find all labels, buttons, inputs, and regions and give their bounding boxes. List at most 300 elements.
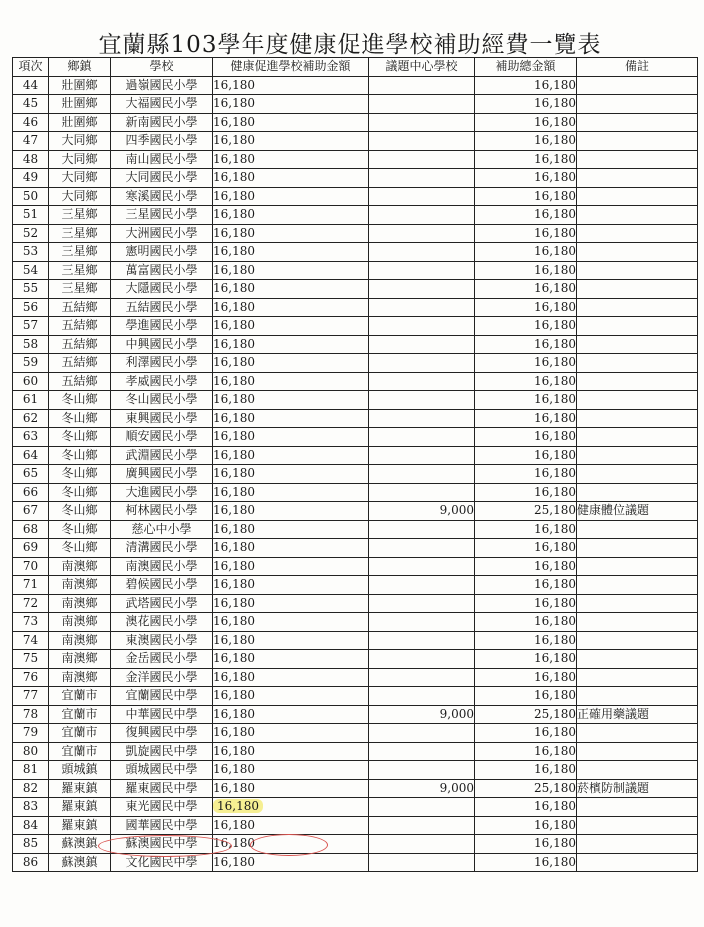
amount-value: 16,180 [213, 651, 255, 666]
row-number: 59 [13, 354, 49, 373]
school-name: 文化國民中學 [111, 853, 213, 872]
row-number: 61 [13, 391, 49, 410]
row-number: 54 [13, 261, 49, 280]
school-name: 大隱國民小學 [111, 280, 213, 299]
township: 冬山鄉 [49, 465, 111, 484]
amount-value: 16,180 [213, 799, 263, 813]
remark [577, 446, 698, 465]
total-amount: 16,180 [475, 206, 577, 225]
center-school-amount [369, 187, 475, 206]
school-name: 武淵國民小學 [111, 446, 213, 465]
table-row [13, 742, 698, 761]
school-name: 南澳國民小學 [111, 557, 213, 576]
amount-value: 16,180 [213, 373, 255, 388]
center-school-amount [369, 169, 475, 188]
center-school-amount [369, 317, 475, 336]
township: 壯圍鄉 [49, 95, 111, 114]
table-row [13, 113, 698, 132]
header-cell: 項次 [13, 58, 49, 77]
remark [577, 576, 698, 595]
header-cell: 學校 [111, 58, 213, 77]
remark [577, 631, 698, 650]
township: 三星鄉 [49, 280, 111, 299]
amount-value: 16,180 [213, 151, 255, 166]
amount-value: 16,180 [213, 336, 255, 351]
amount-value: 16,180 [213, 318, 255, 333]
promotion-amount [213, 761, 369, 780]
row-number: 71 [13, 576, 49, 595]
township: 三星鄉 [49, 224, 111, 243]
promotion-amount [213, 594, 369, 613]
township: 冬山鄉 [49, 483, 111, 502]
school-name: 寒溪國民小學 [111, 187, 213, 206]
school-name: 柯林國民小學 [111, 502, 213, 521]
table-row [13, 354, 698, 373]
promotion-amount [213, 557, 369, 576]
amount-value: 16,180 [213, 688, 255, 703]
table-row [13, 372, 698, 391]
amount-value: 16,180 [213, 577, 255, 592]
table-row [13, 132, 698, 151]
header-cell: 健康促進學校補助金額 [213, 58, 369, 77]
remark [577, 520, 698, 539]
total-amount: 16,180 [475, 113, 577, 132]
center-school-amount [369, 687, 475, 706]
amount-value: 16,180 [213, 780, 255, 795]
total-amount: 16,180 [475, 761, 577, 780]
promotion-amount [213, 631, 369, 650]
promotion-amount [213, 224, 369, 243]
promotion-amount [213, 576, 369, 595]
school-name: 過嶺國民小學 [111, 76, 213, 95]
center-school-amount [369, 724, 475, 743]
amount-value: 16,180 [213, 410, 255, 425]
school-name: 萬富國民小學 [111, 261, 213, 280]
school-name: 羅東國民中學 [111, 779, 213, 798]
amount-value: 16,180 [213, 762, 255, 777]
center-school-amount: 9,000 [369, 502, 475, 521]
row-number: 70 [13, 557, 49, 576]
row-number: 65 [13, 465, 49, 484]
total-amount: 25,180 [475, 705, 577, 724]
township: 南澳鄉 [49, 668, 111, 687]
amount-value: 16,180 [213, 706, 255, 721]
school-name: 東澳國民小學 [111, 631, 213, 650]
remark [577, 372, 698, 391]
total-amount: 16,180 [475, 650, 577, 669]
table-row [13, 483, 698, 502]
township: 三星鄉 [49, 243, 111, 262]
row-number: 48 [13, 150, 49, 169]
remark [577, 742, 698, 761]
row-number: 51 [13, 206, 49, 225]
center-school-amount [369, 835, 475, 854]
row-number: 55 [13, 280, 49, 299]
table-row [13, 613, 698, 632]
center-school-amount [369, 631, 475, 650]
amount-value: 16,180 [213, 281, 255, 296]
remark [577, 428, 698, 447]
total-amount: 16,180 [475, 95, 577, 114]
total-amount: 16,180 [475, 594, 577, 613]
promotion-amount [213, 465, 369, 484]
remark [577, 391, 698, 410]
promotion-amount [213, 687, 369, 706]
township: 冬山鄉 [49, 446, 111, 465]
amount-value: 16,180 [213, 595, 255, 610]
table-row [13, 687, 698, 706]
center-school-amount [369, 261, 475, 280]
center-school-amount [369, 520, 475, 539]
total-amount: 16,180 [475, 132, 577, 151]
promotion-amount [213, 742, 369, 761]
remark [577, 816, 698, 835]
total-amount: 16,180 [475, 169, 577, 188]
row-number: 58 [13, 335, 49, 354]
center-school-amount [369, 668, 475, 687]
school-name: 憲明國民小學 [111, 243, 213, 262]
township: 大同鄉 [49, 169, 111, 188]
row-number: 79 [13, 724, 49, 743]
promotion-amount [213, 446, 369, 465]
table-row [13, 76, 698, 95]
remark [577, 243, 698, 262]
remark [577, 187, 698, 206]
center-school-amount [369, 132, 475, 151]
promotion-amount [213, 298, 369, 317]
school-name: 順安國民小學 [111, 428, 213, 447]
remark [577, 557, 698, 576]
township: 蘇澳鎮 [49, 835, 111, 854]
township: 宜蘭市 [49, 705, 111, 724]
amount-value: 16,180 [213, 188, 255, 203]
center-school-amount [369, 354, 475, 373]
remark [577, 409, 698, 428]
center-school-amount [369, 465, 475, 484]
total-amount: 16,180 [475, 224, 577, 243]
center-school-amount [369, 816, 475, 835]
table-row [13, 576, 698, 595]
total-amount: 16,180 [475, 668, 577, 687]
table-row [13, 798, 698, 817]
row-number: 57 [13, 317, 49, 336]
school-name: 復興國民中學 [111, 724, 213, 743]
center-school-amount [369, 95, 475, 114]
row-number: 62 [13, 409, 49, 428]
row-number: 72 [13, 594, 49, 613]
center-school-amount [369, 428, 475, 447]
header-cell: 補助總金額 [475, 58, 577, 77]
township: 羅東鎮 [49, 779, 111, 798]
remark [577, 280, 698, 299]
township: 南澳鄉 [49, 557, 111, 576]
remark [577, 853, 698, 872]
remark [577, 169, 698, 188]
table-row [13, 446, 698, 465]
center-school-amount [369, 298, 475, 317]
center-school-amount [369, 409, 475, 428]
table-row [13, 557, 698, 576]
promotion-amount [213, 835, 369, 854]
amount-value: 16,180 [213, 817, 255, 832]
total-amount: 16,180 [475, 798, 577, 817]
total-amount: 16,180 [475, 613, 577, 632]
promotion-amount [213, 95, 369, 114]
funding-table [12, 57, 698, 872]
amount-value: 16,180 [213, 392, 255, 407]
center-school-amount [369, 557, 475, 576]
township: 壯圍鄉 [49, 113, 111, 132]
table-row [13, 465, 698, 484]
table-row [13, 298, 698, 317]
school-name: 金岳國民小學 [111, 650, 213, 669]
row-number: 83 [13, 798, 49, 817]
total-amount: 16,180 [475, 391, 577, 410]
promotion-amount [213, 816, 369, 835]
township: 羅東鎮 [49, 816, 111, 835]
promotion-amount [213, 409, 369, 428]
amount-value: 16,180 [213, 429, 255, 444]
center-school-amount [369, 576, 475, 595]
promotion-amount [213, 243, 369, 262]
table-header-row [13, 58, 698, 77]
remark [577, 724, 698, 743]
table-row [13, 169, 698, 188]
row-number: 50 [13, 187, 49, 206]
school-name: 蘇澳國民中學 [111, 835, 213, 854]
total-amount: 16,180 [475, 317, 577, 336]
promotion-amount [213, 650, 369, 669]
school-name: 慈心中小學 [111, 520, 213, 539]
amount-value: 16,180 [213, 447, 255, 462]
township: 三星鄉 [49, 261, 111, 280]
school-name: 新南國民小學 [111, 113, 213, 132]
row-number: 52 [13, 224, 49, 243]
school-name: 頭城國民中學 [111, 761, 213, 780]
total-amount: 16,180 [475, 261, 577, 280]
row-number: 81 [13, 761, 49, 780]
table-row [13, 187, 698, 206]
promotion-amount [213, 391, 369, 410]
table-row [13, 539, 698, 558]
center-school-amount [369, 446, 475, 465]
remark [577, 95, 698, 114]
school-name: 大進國民小學 [111, 483, 213, 502]
township: 五結鄉 [49, 335, 111, 354]
promotion-amount [213, 113, 369, 132]
amount-value: 16,180 [213, 299, 255, 314]
promotion-amount [213, 520, 369, 539]
remark [577, 317, 698, 336]
township: 宜蘭市 [49, 724, 111, 743]
township: 羅東鎮 [49, 798, 111, 817]
township: 南澳鄉 [49, 613, 111, 632]
township: 冬山鄉 [49, 409, 111, 428]
row-number: 78 [13, 705, 49, 724]
school-name: 大福國民小學 [111, 95, 213, 114]
total-amount: 16,180 [475, 539, 577, 558]
remark [577, 613, 698, 632]
township: 五結鄉 [49, 372, 111, 391]
total-amount: 16,180 [475, 631, 577, 650]
township: 五結鄉 [49, 317, 111, 336]
total-amount: 16,180 [475, 354, 577, 373]
total-amount: 16,180 [475, 687, 577, 706]
promotion-amount [213, 169, 369, 188]
promotion-amount [213, 187, 369, 206]
promotion-amount [213, 372, 369, 391]
row-number: 85 [13, 835, 49, 854]
township: 南澳鄉 [49, 650, 111, 669]
row-number: 60 [13, 372, 49, 391]
table-row [13, 261, 698, 280]
table-row [13, 243, 698, 262]
table-row [13, 761, 698, 780]
header-cell: 備註 [577, 58, 698, 77]
school-name: 澳花國民小學 [111, 613, 213, 632]
table-row [13, 391, 698, 410]
amount-value: 16,180 [213, 484, 255, 499]
remark [577, 335, 698, 354]
amount-value: 16,180 [213, 725, 255, 740]
table-row [13, 317, 698, 336]
total-amount: 16,180 [475, 243, 577, 262]
school-name: 廣興國民小學 [111, 465, 213, 484]
table-row [13, 650, 698, 669]
remark [577, 206, 698, 225]
amount-value: 16,180 [213, 503, 255, 518]
total-amount: 16,180 [475, 187, 577, 206]
header-cell: 鄉鎮 [49, 58, 111, 77]
school-name: 武塔國民小學 [111, 594, 213, 613]
school-name: 南山國民小學 [111, 150, 213, 169]
amount-value: 16,180 [213, 114, 255, 129]
center-school-amount [369, 483, 475, 502]
school-name: 清溝國民小學 [111, 539, 213, 558]
remark [577, 465, 698, 484]
township: 南澳鄉 [49, 576, 111, 595]
center-school-amount [369, 335, 475, 354]
row-number: 64 [13, 446, 49, 465]
row-number: 53 [13, 243, 49, 262]
school-name: 孝威國民小學 [111, 372, 213, 391]
township: 五結鄉 [49, 354, 111, 373]
center-school-amount [369, 761, 475, 780]
amount-value: 16,180 [213, 262, 255, 277]
township: 大同鄉 [49, 132, 111, 151]
promotion-amount [213, 150, 369, 169]
amount-value: 16,180 [213, 836, 255, 851]
table-row [13, 206, 698, 225]
center-school-amount [369, 206, 475, 225]
total-amount: 16,180 [475, 724, 577, 743]
amount-value: 16,180 [213, 669, 255, 684]
township: 冬山鄉 [49, 520, 111, 539]
school-name: 中華國民中學 [111, 705, 213, 724]
center-school-amount [369, 594, 475, 613]
township: 宜蘭市 [49, 687, 111, 706]
remark: 健康體位議題 [577, 502, 698, 521]
promotion-amount [213, 132, 369, 151]
promotion-amount [213, 724, 369, 743]
center-school-amount [369, 372, 475, 391]
township: 冬山鄉 [49, 391, 111, 410]
center-school-amount [369, 280, 475, 299]
township: 蘇澳鎮 [49, 853, 111, 872]
row-number: 56 [13, 298, 49, 317]
remark [577, 594, 698, 613]
promotion-amount [213, 853, 369, 872]
promotion-amount [213, 428, 369, 447]
promotion-amount [213, 280, 369, 299]
table-row [13, 409, 698, 428]
table-row [13, 335, 698, 354]
amount-value: 16,180 [213, 614, 255, 629]
remark [577, 298, 698, 317]
total-amount: 25,180 [475, 779, 577, 798]
promotion-amount [213, 539, 369, 558]
remark [577, 798, 698, 817]
remark [577, 761, 698, 780]
header-cell: 議題中心學校 [369, 58, 475, 77]
total-amount: 16,180 [475, 576, 577, 595]
school-name: 中興國民小學 [111, 335, 213, 354]
center-school-amount [369, 539, 475, 558]
row-number: 75 [13, 650, 49, 669]
remark [577, 132, 698, 151]
center-school-amount [369, 76, 475, 95]
center-school-amount: 9,000 [369, 779, 475, 798]
row-number: 84 [13, 816, 49, 835]
center-school-amount [369, 853, 475, 872]
promotion-amount [213, 483, 369, 502]
school-name: 金洋國民小學 [111, 668, 213, 687]
township: 大同鄉 [49, 187, 111, 206]
table-row [13, 779, 698, 798]
promotion-amount [213, 779, 369, 798]
table-row [13, 95, 698, 114]
township: 冬山鄉 [49, 502, 111, 521]
amount-value: 16,180 [213, 355, 255, 370]
promotion-amount [213, 502, 369, 521]
promotion-amount [213, 668, 369, 687]
center-school-amount [369, 243, 475, 262]
remark [577, 76, 698, 95]
promotion-amount [213, 613, 369, 632]
remark [577, 835, 698, 854]
remark [577, 113, 698, 132]
table-row [13, 705, 698, 724]
table-row [13, 668, 698, 687]
row-number: 80 [13, 742, 49, 761]
table-body [13, 76, 698, 872]
center-school-amount [369, 113, 475, 132]
remark [577, 687, 698, 706]
promotion-amount [213, 705, 369, 724]
row-number: 76 [13, 668, 49, 687]
table-row [13, 853, 698, 872]
remark [577, 150, 698, 169]
row-number: 47 [13, 132, 49, 151]
school-name: 碧候國民小學 [111, 576, 213, 595]
township: 冬山鄉 [49, 539, 111, 558]
amount-value: 16,180 [213, 540, 255, 555]
center-school-amount [369, 150, 475, 169]
row-number: 44 [13, 76, 49, 95]
row-number: 69 [13, 539, 49, 558]
school-name: 利澤國民小學 [111, 354, 213, 373]
total-amount: 16,180 [475, 446, 577, 465]
